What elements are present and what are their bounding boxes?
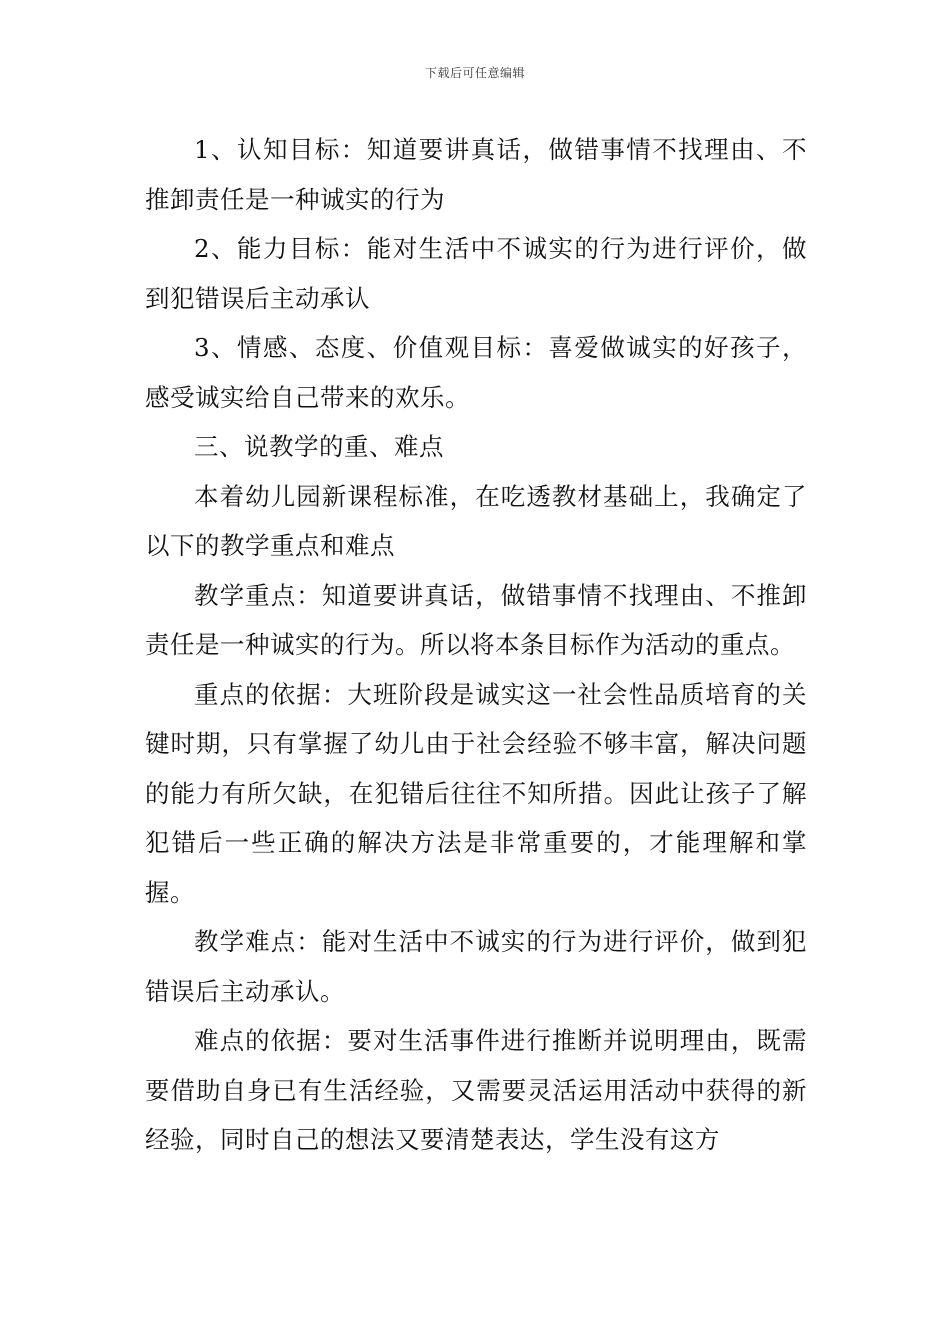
page-header: 下载后可任意编辑 xyxy=(424,66,525,80)
paragraph-intro: 本着幼儿园新课程标准，在吃透教材基础上，我确定了以下的教学重点和难点 xyxy=(145,481,807,560)
paragraph-key-point-basis: 重点的依据：大班阶段是诚实这一社会性品质培育的关键时期，只有掌握了幼儿由于社会经验不够丰富，解决问题的能力有所欠缺，在犯错后往往不知所措。因此让孩子了解犯错后一些正确的解决方法是非常重要的，才能理解和掌握。 xyxy=(145,679,807,907)
paragraph-difficult-point-basis: 难点的依据：要对生活事件进行推断并说明理由，既需要借助自身已有生活经验，又需要灵活运用活动中获得的新经验，同时自己的想法又要清楚表达，学生没有这方 xyxy=(145,1026,807,1154)
paragraph-ability-goal: 2、能力目标：能对生活中不诚实的行为进行评价，做到犯错误后主动承认 xyxy=(145,234,807,313)
paragraph-cognitive-goal: 1、认知目标：知道要讲真话，做错事情不找理由、不推卸责任是一种诚实的行为 xyxy=(145,135,807,214)
document-body xyxy=(145,125,807,1165)
section-heading-key-difficult-points: 三、说教学的重、难点 xyxy=(194,432,444,461)
paragraph-teaching-difficult-point: 教学难点：能对生活中不诚实的行为进行评价，做到犯错误后主动承认。 xyxy=(145,927,807,1006)
paragraph-emotion-goal: 3、情感、态度、价值观目标：喜爱做诚实的好孩子，感受诚实给自己带来的欢乐。 xyxy=(145,333,807,412)
paragraph-teaching-key-point: 教学重点：知道要讲真话，做错事情不找理由、不推卸责任是一种诚实的行为。所以将本条目标作为活动的重点。 xyxy=(145,580,807,659)
